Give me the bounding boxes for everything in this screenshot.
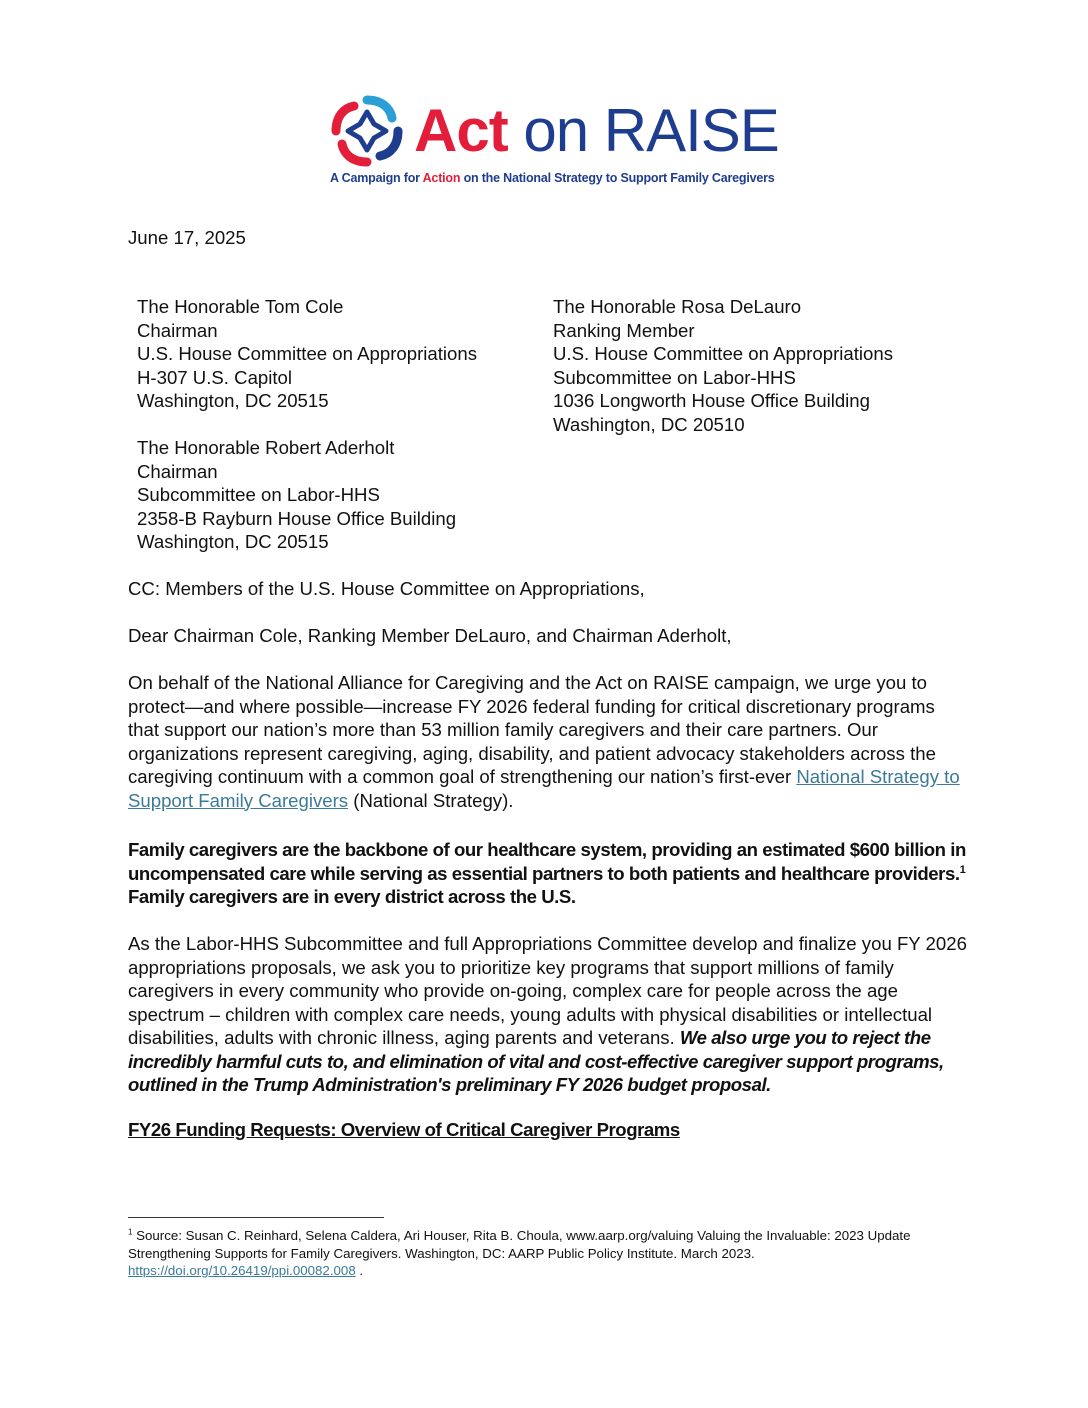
- national-strategy-link[interactable]: National Strategy to Support Family Caregivers: [128, 766, 960, 811]
- act-on-raise-logo: [330, 94, 779, 194]
- intro-text: On behalf of the National Alliance for Caregiving and the Act on RAISE campaign, we urge you to protect—and where possible—increase FY 2026 federal funding for critical discretionary programs that support our nation’s more than 53 million family caregivers and their care partners. Our organizations represent caregiving, aging, disability, and patient advocacy stakeholders across the caregiving continuum with a common goal of strengthening our nation’s first-ever: [128, 672, 936, 787]
- logo-word-act: Act: [414, 97, 508, 164]
- footnote: [128, 1227, 948, 1280]
- section-heading: FY26 Funding Requests: Overview of Critical Caregiver Programs: [128, 1119, 680, 1140]
- cc-line: CC: Members of the U.S. House Committee on Appropriations,: [128, 578, 645, 599]
- recipient-address-cole: [137, 295, 477, 413]
- tagline-pre: A Campaign for: [330, 171, 423, 185]
- footnote-divider: [128, 1217, 384, 1218]
- address-line: Chairman: [137, 460, 218, 482]
- request-text: As the Labor-HHS Subcommittee and full Appropriations Committee develop and finalize you FY 2026 appropriations proposals, we ask you to prioritize key programs that support millions of family caregivers in every community who provide on-going, complex care for people across the age spectrum – children with complex care needs, young adults with physical disabilities or intellectual disabilities, adults with chronic illness, aging parents and veterans.: [128, 933, 967, 1048]
- address-line: The Honorable Robert Aderholt: [137, 437, 395, 458]
- address-line: Ranking Member: [553, 319, 695, 341]
- address-line: Washington, DC 20510: [553, 413, 745, 435]
- address-line: Washington, DC 20515: [137, 390, 329, 411]
- intro-paragraph: [128, 671, 968, 812]
- address-line: Chairman: [137, 319, 218, 341]
- address-line: Subcommittee on Labor-HHS: [137, 484, 380, 505]
- footnote-number: 1: [128, 1227, 133, 1237]
- logo-wordmark: [414, 96, 779, 166]
- address-line: The Honorable Rosa DeLauro: [553, 296, 802, 317]
- tagline-highlight: Action: [422, 171, 461, 185]
- salutation: Dear Chairman Cole, Ranking Member DeLauro, and Chairman Aderholt,: [128, 625, 732, 646]
- tagline-post: on the National Strategy to Support Family Caregivers: [460, 171, 775, 185]
- caregiver-star-logo-icon: [330, 94, 404, 168]
- footnote-marker[interactable]: 1: [959, 863, 966, 876]
- key-message-paragraph: [128, 838, 968, 909]
- doi-link[interactable]: https://doi.org/10.26419/ppi.00082.008: [128, 1263, 356, 1278]
- recipient-address-aderholt: [137, 436, 456, 554]
- footnote-end: .: [355, 1263, 364, 1278]
- address-line: U.S. House Committee on Appropriations: [137, 343, 478, 364]
- address-line: Washington, DC 20515: [137, 531, 329, 552]
- intro-text-end: (National Strategy).: [348, 789, 514, 811]
- letter-date: June 17, 2025: [128, 227, 246, 248]
- address-line: Subcommittee on Labor-HHS: [553, 366, 796, 388]
- address-line: The Honorable Tom Cole: [137, 296, 344, 317]
- address-line: 1036 Longworth House Office Building: [553, 390, 870, 411]
- footnote-text: Source: Susan C. Reinhard, Selena Caldera, Ari Houser, Rita B. Choula, www.aarp.org/valuing Valuing the Invaluable: 2023 Update Strengthening Supports for Family Caregivers. Washington, DC: AARP Public Policy Institute. March 2023.: [128, 1228, 911, 1261]
- request-emphasis: We also urge you to reject the incredibly harmful cuts to, and elimination of vital and cost-effective caregiver support programs, outlined in the Trump Administration's preliminary FY 2026 budget proposal.: [128, 1027, 944, 1095]
- request-paragraph: [128, 932, 968, 1097]
- address-line: 2358-B Rayburn House Office Building: [137, 507, 457, 529]
- key-message-text-end: Family caregivers are in every district across the U.S.: [128, 886, 576, 907]
- logo-tagline: [330, 171, 775, 185]
- logo-word-rest: on RAISE: [507, 97, 779, 164]
- key-message-text: Family caregivers are the backbone of our healthcare system, providing an estimated $600 billion in uncompensated care while serving as essential partners to both patients and healthcare providers.: [128, 839, 966, 884]
- address-line: H-307 U.S. Capitol: [137, 366, 293, 388]
- address-line: U.S. House Committee on Appropriations: [553, 343, 894, 364]
- recipient-address-delauro: [553, 295, 893, 436]
